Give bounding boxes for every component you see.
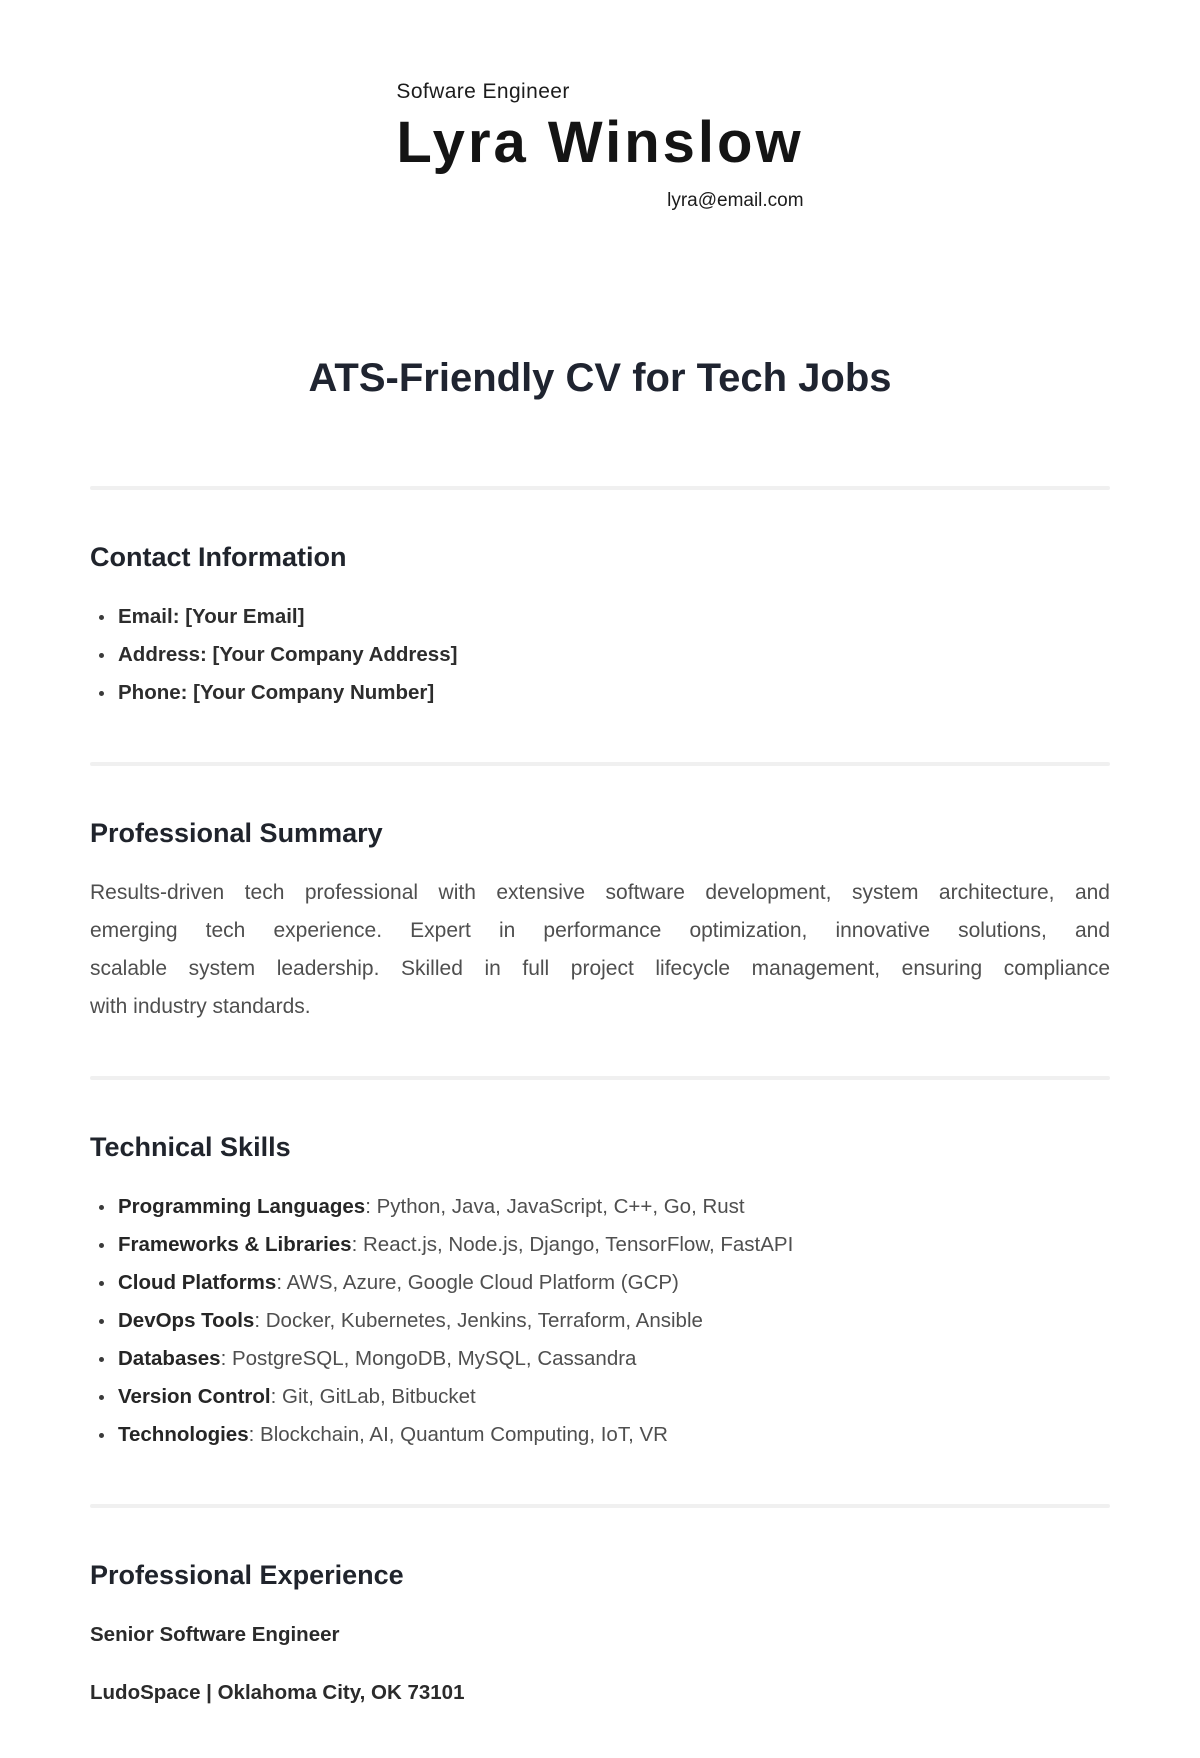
skill-item-text xyxy=(118,1188,745,1226)
skill-separator: : xyxy=(248,1423,261,1447)
skill-label: Databases xyxy=(118,1347,221,1371)
bullet-icon xyxy=(99,653,104,658)
skill-label: Frameworks & Libraries xyxy=(118,1233,352,1257)
experience-heading: Professional Experience xyxy=(90,1560,404,1591)
skill-label: DevOps Tools xyxy=(118,1309,255,1333)
skill-item-text xyxy=(118,1416,668,1454)
skill-item xyxy=(90,1302,1110,1340)
skill-item xyxy=(90,1378,1110,1416)
bullet-icon xyxy=(99,1281,104,1286)
contact-item-text: Email: [Your Email] xyxy=(118,604,305,628)
bullet-icon xyxy=(99,1243,104,1248)
skill-value: PostgreSQL, MongoDB, MySQL, Cassandra xyxy=(231,1347,637,1371)
contact-item xyxy=(90,636,1110,674)
skills-list xyxy=(90,1188,1110,1454)
bullet-icon xyxy=(99,1395,104,1400)
skill-label: Programming Languages xyxy=(118,1195,366,1219)
person-name: Lyra Winslow xyxy=(396,110,804,176)
bullet-icon xyxy=(99,691,104,696)
skill-separator: : xyxy=(276,1271,287,1295)
skill-separator: : xyxy=(270,1385,283,1409)
skill-item-text xyxy=(118,1340,636,1378)
skill-separator: : xyxy=(351,1233,363,1257)
company-location-line: LudoSpace | Oklahoma City, OK 73101 xyxy=(90,1680,465,1704)
skill-item-text xyxy=(118,1302,703,1340)
summary-paragraph xyxy=(90,874,1110,1026)
skill-value: AWS, Azure, Google Cloud Platform (GCP) xyxy=(286,1271,679,1295)
skill-value: Blockchain, AI, Quantum Computing, IoT, VR xyxy=(260,1423,668,1447)
bullet-icon xyxy=(99,1205,104,1210)
skill-value: Docker, Kubernetes, Jenkins, Terraform, Ansible xyxy=(265,1309,703,1333)
skill-label: Cloud Platforms xyxy=(118,1271,277,1295)
summary-line: Results-driven tech professional with extensive software development, system architecture, and xyxy=(90,881,1110,905)
skill-item-text xyxy=(118,1264,679,1302)
summary-heading: Professional Summary xyxy=(90,817,383,848)
bullet-icon xyxy=(99,1357,104,1362)
skill-value: Python, Java, JavaScript, C++, Go, Rust xyxy=(376,1195,745,1219)
skill-separator: : xyxy=(220,1347,232,1371)
skill-value: Git, GitLab, Bitbucket xyxy=(282,1385,476,1409)
skill-item xyxy=(90,1416,1110,1454)
summary-line: emerging tech experience. Expert in performance optimization, innovative solutions, and xyxy=(90,919,1110,943)
skill-item xyxy=(90,1340,1110,1378)
contact-item xyxy=(90,674,1110,712)
summary-line: scalable system leadership. Skilled in full project lifecycle management, ensuring compliance xyxy=(90,957,1110,981)
skill-separator: : xyxy=(254,1309,266,1333)
bullet-icon xyxy=(99,615,104,620)
contact-item-text: Phone: [Your Company Number] xyxy=(118,680,435,704)
contact-heading: Contact Information xyxy=(90,541,347,572)
skill-value: React.js, Node.js, Django, TensorFlow, FastAPI xyxy=(362,1233,794,1257)
skill-separator: : xyxy=(365,1195,377,1219)
summary-line: with industry standards. xyxy=(90,995,311,1019)
email-address: lyra@email.com xyxy=(667,189,804,211)
bullet-icon xyxy=(99,1319,104,1324)
role-title: Sofware Engineer xyxy=(396,80,570,103)
contact-list xyxy=(90,598,1110,712)
bullet-icon xyxy=(99,1433,104,1438)
skill-item xyxy=(90,1264,1110,1302)
skill-label: Version Control xyxy=(118,1385,271,1409)
skill-item xyxy=(90,1226,1110,1264)
skill-item-text xyxy=(118,1226,793,1264)
section-contact-information xyxy=(90,490,1110,762)
document-title: ATS-Friendly CV for Tech Jobs xyxy=(308,355,892,400)
section-professional-summary xyxy=(90,766,1110,1076)
skill-item xyxy=(90,1188,1110,1226)
skill-label: Technologies xyxy=(118,1423,249,1447)
skill-item-text xyxy=(118,1378,476,1416)
skills-heading: Technical Skills xyxy=(90,1132,291,1163)
contact-item xyxy=(90,598,1110,636)
section-professional-experience xyxy=(90,1508,1110,1757)
job-title: Senior Software Engineer xyxy=(90,1623,340,1647)
contact-item-text: Address: [Your Company Address] xyxy=(118,642,458,666)
section-technical-skills xyxy=(90,1080,1110,1504)
cv-header xyxy=(396,78,803,212)
